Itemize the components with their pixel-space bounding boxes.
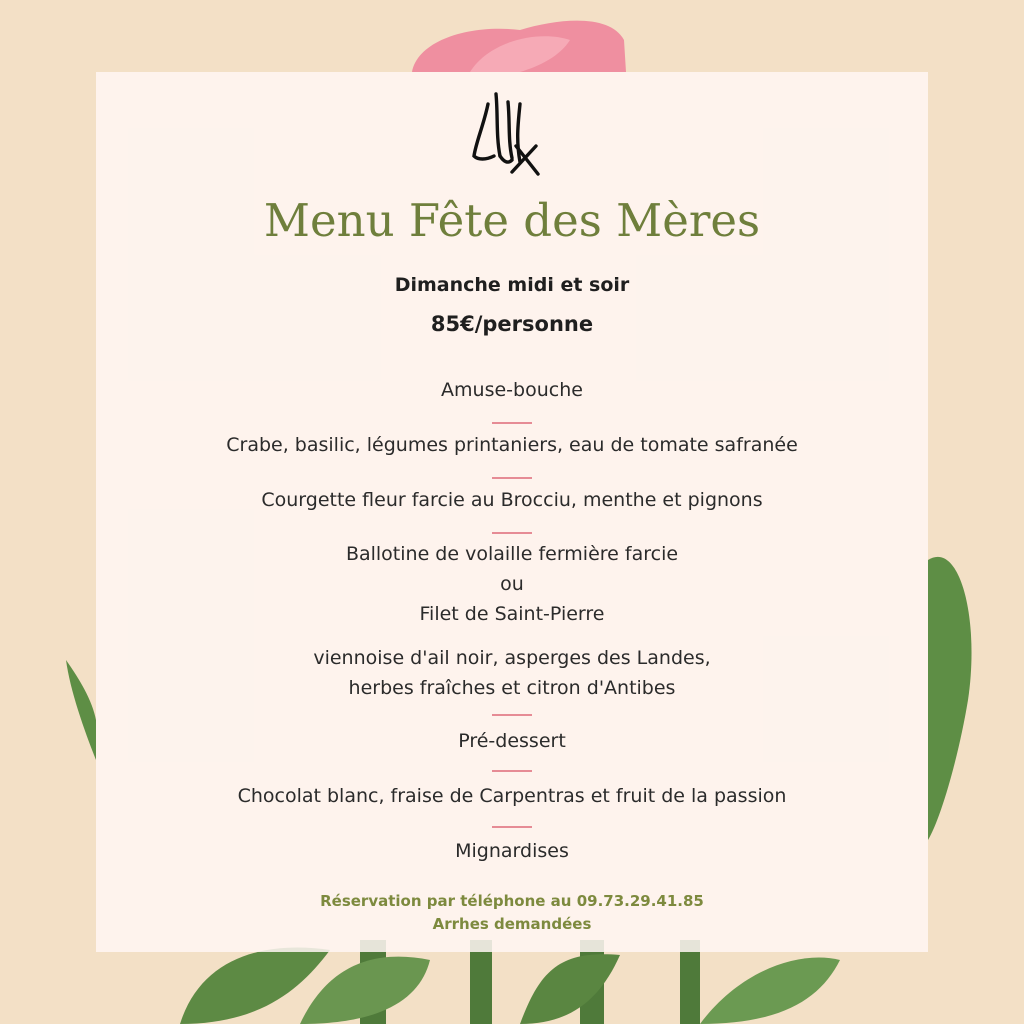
- service-times: Dimanche midi et soir: [394, 274, 630, 296]
- course-main-description-2: herbes fraîches et citron d'Antibes: [348, 677, 676, 699]
- deposit-note: Arrhes demandées: [432, 915, 592, 933]
- divider: [492, 422, 532, 424]
- course-main-option-1: Ballotine de volaille fermière farcie: [345, 543, 679, 565]
- restaurant-logo: [466, 84, 558, 184]
- course-mignardises: Mignardises: [455, 840, 569, 862]
- price-per-person: 85€/personne: [430, 312, 594, 336]
- divider: [492, 532, 532, 534]
- menu-card: [96, 72, 928, 952]
- divider: [492, 714, 532, 716]
- divider: [492, 477, 532, 479]
- course-crabe: Crabe, basilic, légumes printaniers, eau de tomate safranée: [226, 434, 798, 456]
- divider: [492, 770, 532, 772]
- reservation-phone: Réservation par téléphone au 09.73.29.41.85: [320, 892, 704, 910]
- course-amuse-bouche: Amuse-bouche: [441, 379, 583, 401]
- course-pre-dessert: Pré-dessert: [458, 730, 566, 752]
- course-main-or: ou: [500, 573, 524, 595]
- course-courgette: Courgette fleur farcie au Brocciu, menthe et pignons: [261, 489, 763, 511]
- course-main-description-1: viennoise d'ail noir, asperges des Landes,: [313, 647, 711, 669]
- course-dessert: Chocolat blanc, fraise de Carpentras et fruit de la passion: [237, 785, 787, 807]
- page-title: Menu Fête des Mères: [263, 194, 761, 247]
- divider: [492, 826, 532, 828]
- course-main-option-2: Filet de Saint-Pierre: [419, 603, 605, 625]
